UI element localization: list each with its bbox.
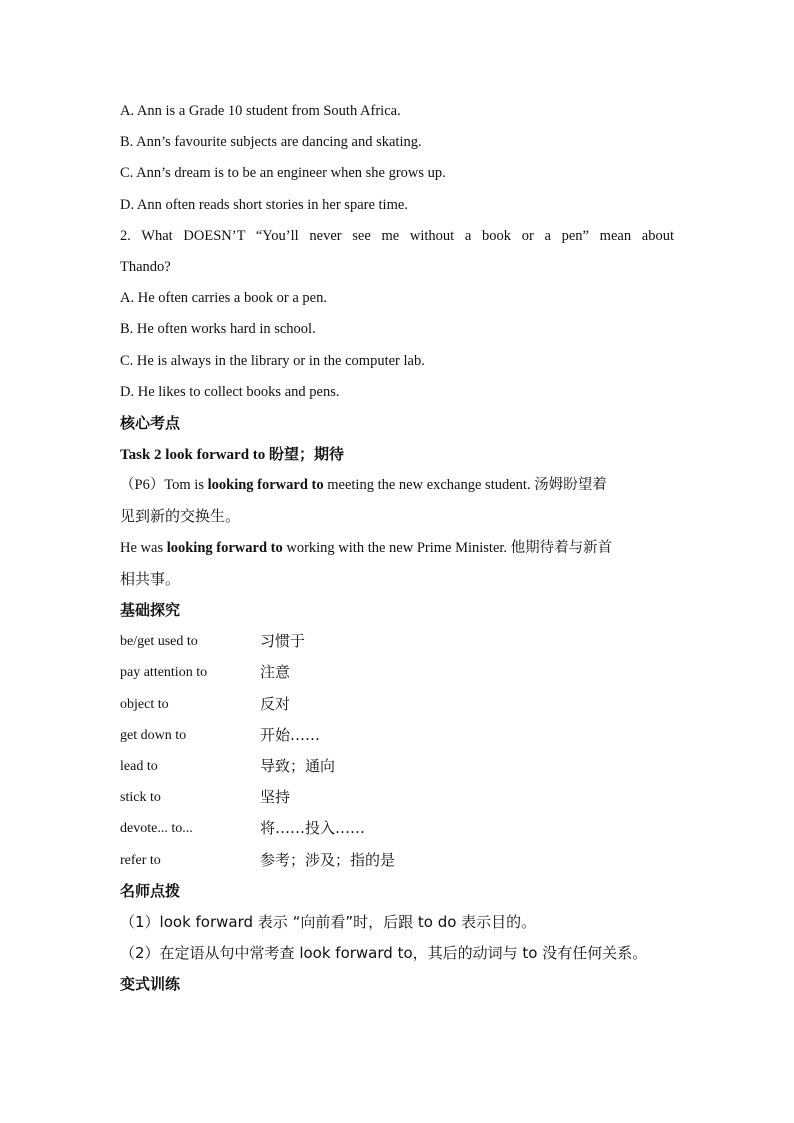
q1-option-c: C. Ann’s dream is to be an engineer when she grows up. <box>120 165 446 182</box>
example1-rest: meeting the new exchange student. 汤姆盼望着 <box>323 477 607 494</box>
q1-option-a: A. Ann is a Grade 10 student from South Africa. <box>120 103 401 119</box>
example2-line1 <box>120 533 674 564</box>
example1-prefix: （P6）Tom is <box>120 477 208 494</box>
section-heading-tips: 名师点拨 <box>120 881 181 900</box>
q2-option-b: B. He often works hard in school. <box>120 321 316 338</box>
q2-stem-line2: Thando? <box>120 258 171 275</box>
phrase-cn: 将……投入…… <box>260 819 366 838</box>
tip-1: （1）look forward 表示 “向前看”时，后跟 to do 表示目的。 <box>120 912 537 931</box>
phrase-en: devote... to... <box>120 821 193 837</box>
phrase-en: pay attention to <box>120 665 208 681</box>
phrase-cn: 开始…… <box>260 725 321 744</box>
phrase-en: lead to <box>120 758 158 774</box>
phrase-en: object to <box>120 696 169 712</box>
task2-title: Task 2 look forward to <box>120 447 266 464</box>
phrase-row <box>120 751 674 782</box>
section-heading-core: 核心考点 <box>120 413 181 432</box>
section-heading-practice: 变式训练 <box>120 975 181 994</box>
phrase-cn: 坚持 <box>260 788 291 807</box>
phrase-en: refer to <box>120 852 161 868</box>
example1-keyphrase: looking forward to <box>207 477 324 494</box>
phrase-cn: 习惯于 <box>260 632 306 651</box>
example1-line2: 见到新的交换生。 <box>120 507 241 526</box>
phrase-row <box>120 720 674 751</box>
phrase-en: stick to <box>120 790 161 806</box>
phrase-en: get down to <box>120 727 187 743</box>
q1-option-d: D. Ann often reads short stories in her spare time. <box>120 196 408 213</box>
phrase-cn: 注意 <box>260 663 291 682</box>
example1-line1 <box>120 470 674 501</box>
tip-2: （2）在定语从句中常考查 look forward to，其后的动词与 to 没有任何关系。 <box>120 944 648 963</box>
example2-keyphrase: looking forward to <box>166 539 283 556</box>
phrase-cn: 导致；通向 <box>260 756 336 775</box>
example2-rest: working with the new Prime Minister. 他期待着与新首 <box>282 539 613 556</box>
section-heading-basic: 基础探究 <box>120 601 181 619</box>
phrase-row <box>120 626 674 657</box>
phrase-cn: 反对 <box>260 694 291 713</box>
phrase-row <box>120 657 674 688</box>
document-page <box>120 96 674 1000</box>
phrase-row <box>120 813 674 844</box>
task2-heading <box>120 439 674 470</box>
q2-option-d: D. He likes to collect books and pens. <box>120 383 340 400</box>
phrase-row <box>120 782 674 813</box>
task2-meaning: 盼望；期待 <box>268 445 344 464</box>
example2-line2: 相共事。 <box>120 569 181 588</box>
q2-option-a: A. He often carries a book or a pen. <box>120 290 327 307</box>
q2-stem-line1: 2. What DOESN’T “You’ll never see me without a book or a pen” mean about <box>120 227 674 244</box>
q1-option-b: B. Ann’s favourite subjects are dancing and skating. <box>120 134 422 151</box>
phrase-en: be/get used to <box>120 634 198 650</box>
q2-option-c: C. He is always in the library or in the computer lab. <box>120 352 425 369</box>
phrase-cn: 参考；涉及；指的是 <box>260 850 396 869</box>
phrase-row <box>120 689 674 720</box>
phrase-row <box>120 845 674 876</box>
example2-prefix: He was <box>120 539 167 556</box>
